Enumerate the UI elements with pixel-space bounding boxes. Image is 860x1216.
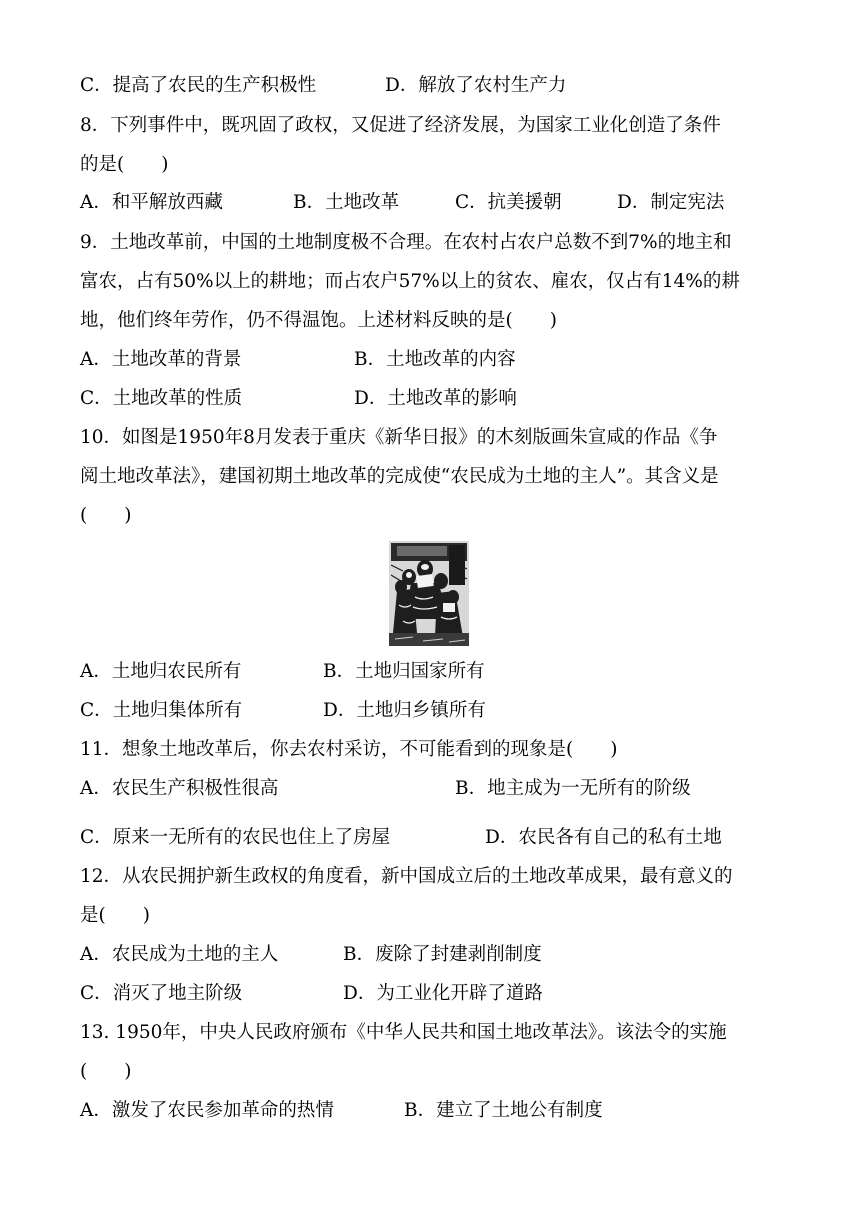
q8-stem-line2: 的是( ) [80, 154, 169, 175]
q12-stem-line1: 12．从农民拥护新生政权的角度看，新中国成立后的土地改革成果，最有意义的 [80, 866, 733, 887]
q11-option-b: B．地主成为一无所有的阶级 [455, 778, 691, 799]
q8-option-a: A．和平解放西藏 [80, 192, 223, 213]
q9-option-a: A．土地改革的背景 [80, 349, 242, 370]
q9-option-b: B．土地改革的内容 [354, 349, 516, 370]
q13-option-a: A．激发了农民参加革命的热情 [80, 1100, 334, 1121]
q10-option-b: B．土地归国家所有 [323, 661, 485, 682]
q8-option-d: D．制定宪法 [617, 192, 725, 213]
q12-option-a: A．农民成为土地的主人 [80, 944, 279, 965]
q10-option-d: D．土地归乡镇所有 [323, 700, 486, 721]
q8-option-c: C．抗美援朝 [455, 192, 562, 213]
q10-option-a: A．土地归农民所有 [80, 661, 242, 682]
q12-option-c: C．消灭了地主阶级 [80, 983, 243, 1004]
q8-stem-line1: 8．下列事件中，既巩固了政权，又促进了经济发展，为国家工业化创造了条件 [80, 115, 721, 136]
q12-option-b: B．废除了封建剥削制度 [343, 944, 542, 965]
q11-stem-line1: 11．想象土地改革后，你去农村采访，不可能看到的现象是( ) [80, 739, 618, 760]
q10-stem-line1: 10．如图是1950年8月发表于重庆《新华日报》的木刻版画朱宣咸的作品《争 [80, 427, 718, 448]
q13-option-b: B．建立了土地公有制度 [404, 1100, 603, 1121]
q10-stem-line3: ( ) [80, 505, 132, 526]
q12-stem-line2: 是( ) [80, 905, 150, 926]
q9-stem-line1: 9．土地改革前，中国的土地制度极不合理。在农村占农户总数不到7%的地主和 [80, 232, 732, 253]
q9-stem-line3: 地，他们终年劳作，仍不得温饱。上述材料反映的是( ) [80, 310, 557, 331]
q9-stem-line2: 富农，占有50%以上的耕地；而占农户57%以上的贫农、雇农，仅占有14%的耕 [80, 271, 740, 292]
q9-option-d: D．土地改革的影响 [354, 388, 517, 409]
q10-stem-line2: 阅土地改革法》，建国初期土地改革的完成使“农民成为土地的主人”。其含义是 [80, 466, 719, 487]
q7-option-d: D．解放了农村生产力 [385, 75, 567, 96]
q11-option-d: D．农民各有自己的私有土地 [485, 827, 722, 848]
woodcut-print-image [389, 541, 469, 646]
q13-stem-line2: ( ) [80, 1061, 132, 1082]
q9-option-c: C．土地改革的性质 [80, 388, 243, 409]
q13-stem-line1: 13. 1950年，中央人民政府颁布《中华人民共和国土地改革法》。该法令的实施 [80, 1022, 727, 1043]
q11-option-a: A．农民生产积极性很高 [80, 778, 279, 799]
q10-option-c: C．土地归集体所有 [80, 700, 243, 721]
q8-option-b: B．土地改革 [293, 192, 400, 213]
q11-option-c: C．原来一无所有的农民也住上了房屋 [80, 827, 391, 848]
q12-option-d: D．为工业化开辟了道路 [343, 983, 543, 1004]
q7-option-c: C．提高了农民的生产积极性 [80, 75, 317, 96]
